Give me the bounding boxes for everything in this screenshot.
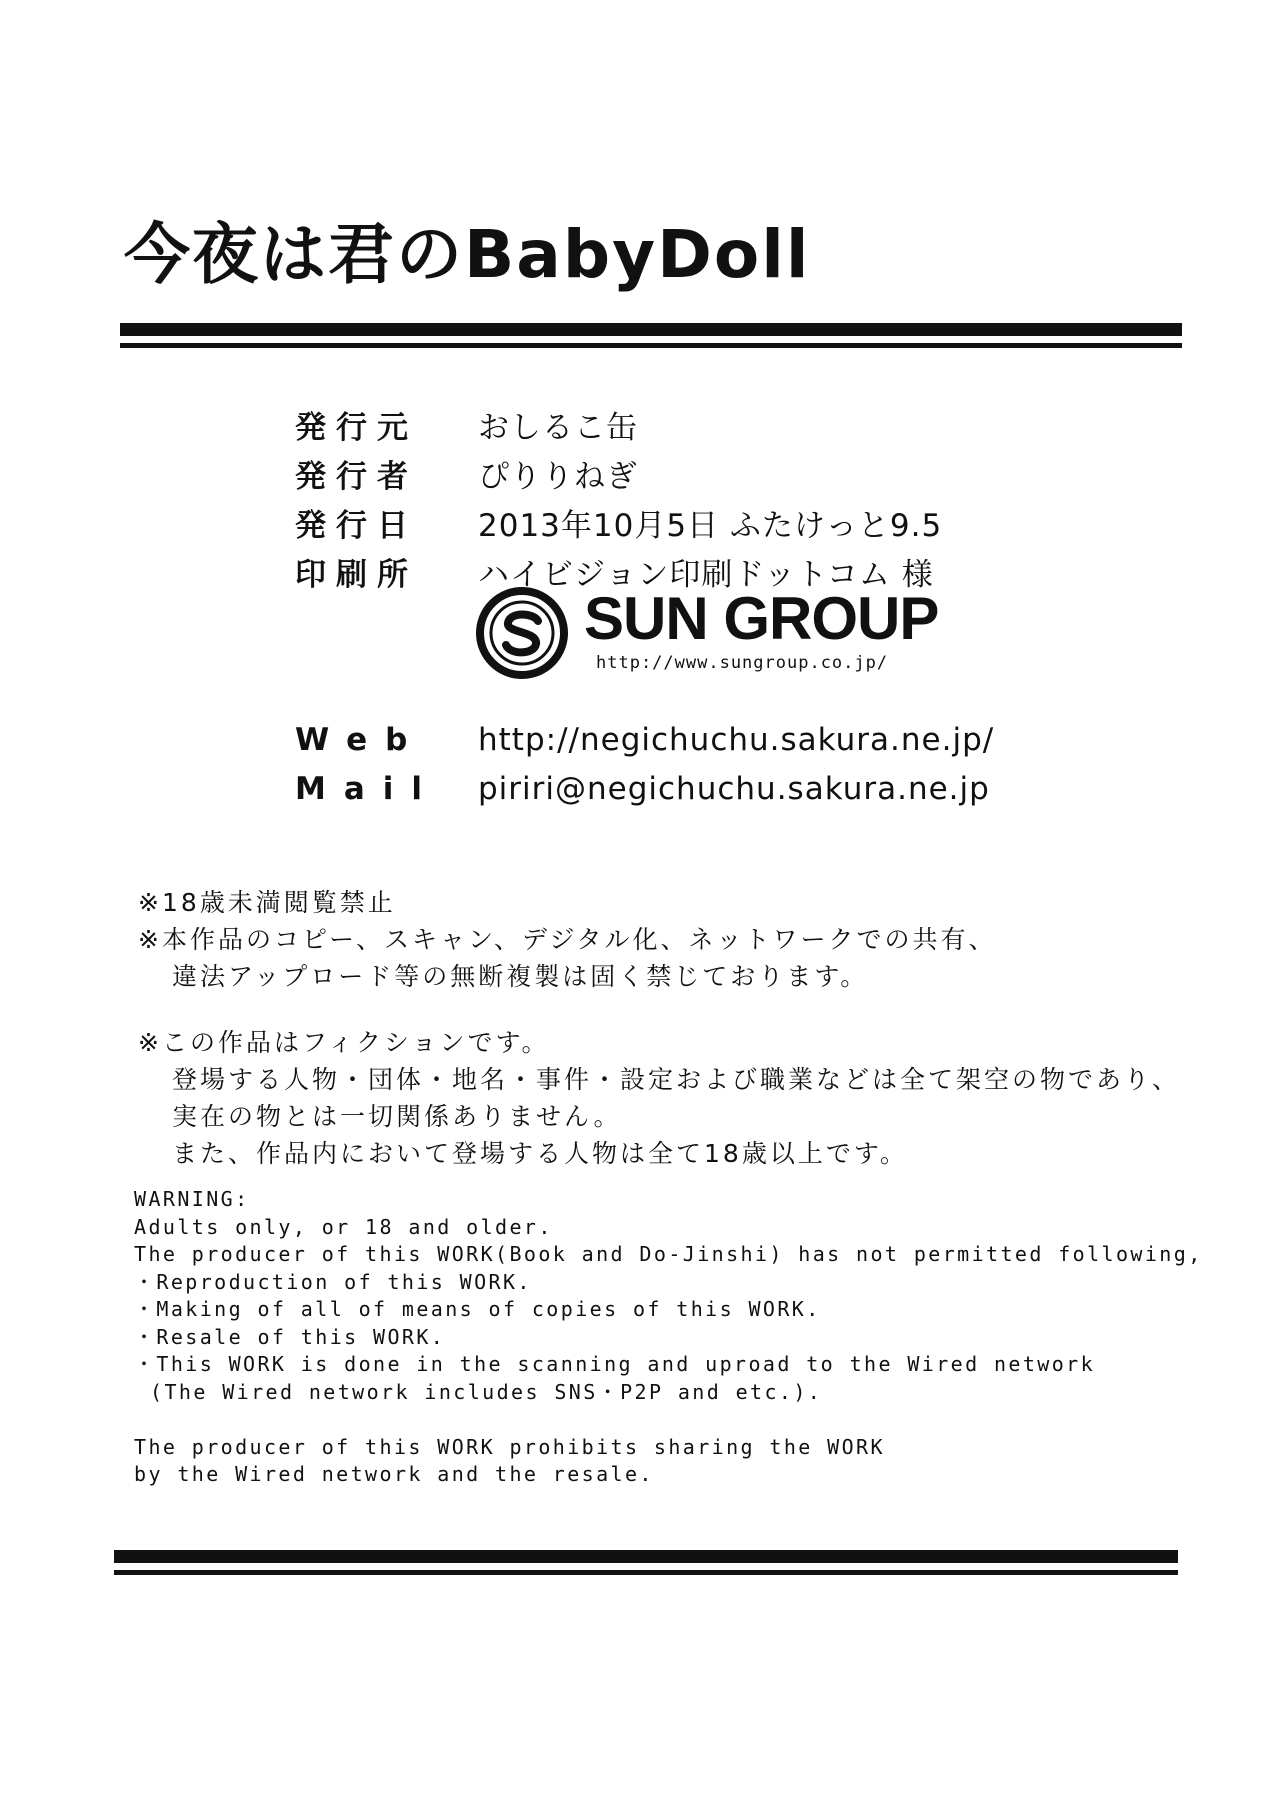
book-title: 今夜は君のBabyDoll: [124, 216, 811, 293]
info-value: 2013年10月5日 ふたけっと9.5: [478, 508, 943, 544]
footer-rule-thin: [114, 1570, 1178, 1575]
warning-line: ・Making of all of means of copies of this WORK.: [134, 1297, 821, 1321]
copyright-notice: [138, 884, 996, 995]
warning-spacer: [134, 1406, 1203, 1434]
info-value: ぴりりねぎ: [478, 459, 638, 495]
notice-line: ※18歳未満閲覧禁止: [138, 888, 396, 917]
info-label: 発行元: [295, 410, 418, 446]
info-label: 発行日: [295, 508, 418, 544]
warning-line: The producer of this WORK(Book and Do-Jinshi) has not permitted following,: [134, 1242, 1203, 1266]
notice-line: 違法アップロード等の無断複製は固く禁じております。: [172, 962, 869, 991]
printer-logo-url: http://www.sungroup.co.jp/: [596, 653, 889, 673]
footer-rule-thick: [114, 1550, 1178, 1563]
warning-line: The producer of this WORK prohibits sharing the WORK: [134, 1434, 885, 1459]
notice-line: 登場する人物・団体・地名・事件・設定および職業などは全て架空の物であり、: [172, 1065, 1181, 1094]
mail-address-link[interactable]: piriri@negichuchu.sakura.ne.jp: [478, 771, 990, 807]
contact-label: Mail: [295, 771, 441, 807]
warning-line: ・Resale of this WORK.: [134, 1324, 446, 1349]
warning-line: ・Reproduction of this WORK.: [134, 1269, 532, 1294]
warning-line: ・This WORK is done in the scanning and uproad to the Wired network: [134, 1352, 1096, 1376]
notice-line: 実在の物とは一切関係ありません。: [172, 1102, 622, 1131]
warning-line: Adults only, or 18 and older.: [134, 1214, 553, 1239]
notice-line: また、作品内において登場する人物は全て18歳以上です。: [172, 1139, 908, 1168]
notice-line: ※本作品のコピー、スキャン、デジタル化、ネットワークでの共有、: [138, 925, 997, 954]
info-value: おしるこ缶: [478, 410, 638, 446]
fiction-notice: [138, 1024, 1180, 1172]
title-rule-thin: [120, 343, 1182, 348]
sun-group-logo-icon: [476, 587, 568, 679]
web-url-link[interactable]: http://negichuchu.sakura.ne.jp/: [478, 722, 995, 758]
info-label: 発行者: [295, 459, 418, 495]
printer-logo-name: SUN GROUP: [584, 585, 939, 652]
english-warning: [134, 1186, 1203, 1489]
title-rule-thick: [120, 323, 1182, 336]
warning-line: by the Wired network and the resale.: [134, 1462, 654, 1486]
info-label: 印刷所: [295, 557, 418, 593]
warning-line: WARNING:: [134, 1187, 250, 1211]
printer-logo: [476, 587, 956, 687]
warning-line: (The Wired network includes SNS・P2P and etc.).: [150, 1379, 823, 1404]
notice-line: ※この作品はフィクションです。: [138, 1028, 550, 1057]
contact-label: Web: [295, 722, 426, 758]
info-value: ハイビジョン印刷ドットコム 様: [478, 557, 934, 593]
